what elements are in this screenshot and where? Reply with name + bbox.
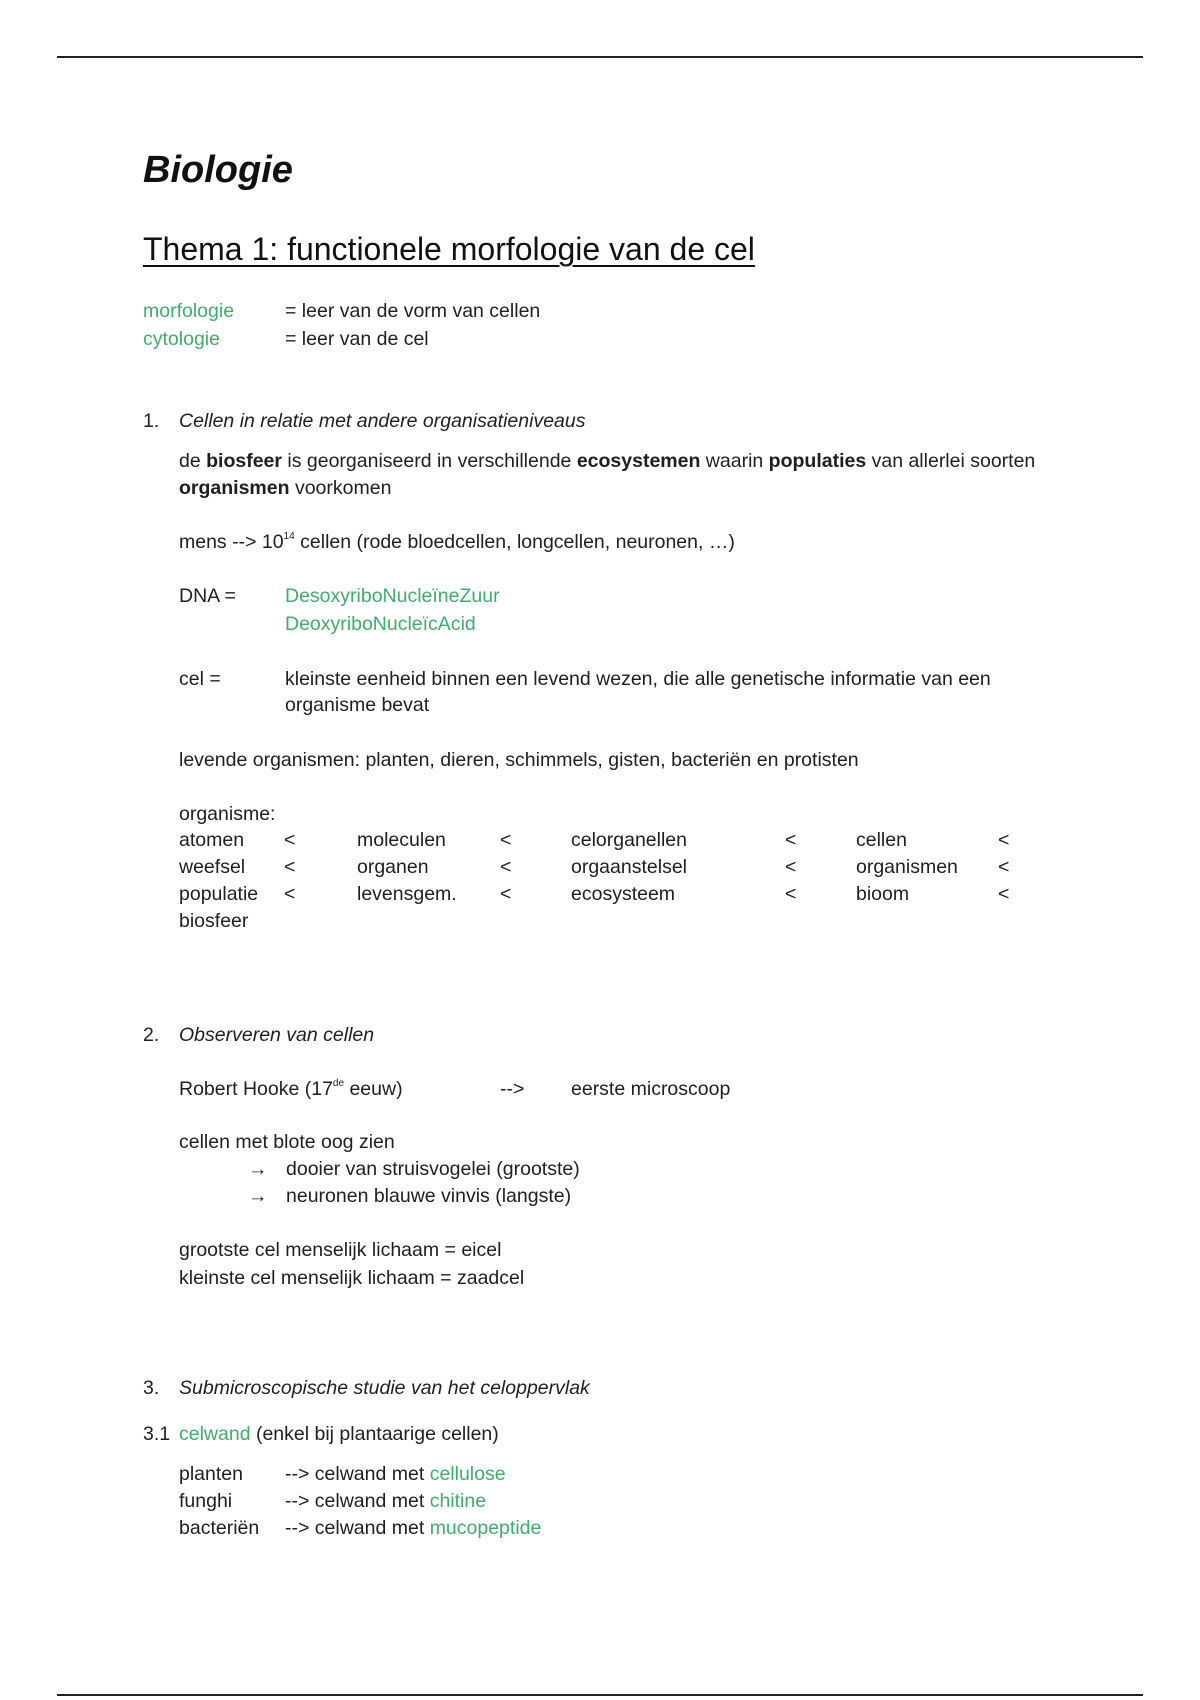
level-cell: celorganellen [571,829,688,851]
wall-material: chitine [429,1490,487,1512]
text-span: --> celwand met [285,1490,430,1512]
less-than-sign: < [785,883,797,905]
less-than-sign: < [284,856,296,878]
text-span: cellen (rode bloedcellen, longcellen, neuronen, …) [294,531,735,553]
wall-description [285,1461,506,1488]
level-cell: bioom [856,883,910,905]
mens-line [179,529,735,556]
list-item-text: dooier van struisvogelei (grootste) [286,1158,580,1180]
text-span: --> celwand met [285,1517,430,1539]
cel-definition-line-1: kleinste eenheid binnen een levend wezen, die alle genetische informatie van een [285,668,991,690]
levende-organismen: levende organismen: planten, dieren, schimmels, gisten, bacteriën en protisten [179,749,859,771]
dna-label: DNA = [179,585,236,607]
text-span: --> celwand met [285,1463,430,1485]
biosfeer-paragraph [179,448,1059,502]
text-span: de [179,450,207,472]
wall-description [285,1488,486,1515]
wall-material: mucopeptide [429,1517,542,1539]
text-span: is georganiseerd in verschillende [281,450,577,472]
level-cell: cellen [856,829,907,851]
hooke-arrow: --> [500,1078,525,1100]
less-than-sign: < [500,883,512,905]
level-cell: organen [357,856,429,878]
hooke-result: eerste microscoop [571,1078,731,1100]
superscript: 14 [283,530,295,542]
wall-description [285,1515,541,1542]
subsection-term: celwand [179,1423,251,1445]
arrow-icon: → [248,1185,268,1207]
section-1-heading [143,408,586,435]
section-2-heading [143,1022,374,1049]
bold-term: organismen [179,477,290,499]
section-number: 3. [143,1377,160,1399]
section-title: Submicroscopische studie van het celoppervlak [179,1377,590,1399]
section-3-heading [143,1375,590,1402]
less-than-sign: < [998,829,1010,851]
level-cell-biosfeer: biosfeer [179,910,249,932]
less-than-sign: < [998,883,1010,905]
text-span: van allerlei soorten [866,450,1036,472]
naked-eye-line: cellen met blote oog zien [179,1131,395,1153]
definition-cytologie: = leer van de cel [285,328,429,350]
wall-organism: funghi [179,1490,233,1512]
level-cell: populatie [179,883,259,905]
section-number: 1. [143,410,160,432]
level-cell: organismen [856,856,958,878]
subsection-rest: (enkel bij plantaarige cellen) [250,1423,499,1445]
level-cell: ecosysteem [571,883,676,905]
less-than-sign: < [998,856,1010,878]
page-title: Biologie [143,149,293,191]
bold-term: populaties [768,450,867,472]
text-span: eeuw) [344,1078,403,1100]
list-item [248,1183,571,1210]
list-item [248,1156,580,1183]
less-than-sign: < [284,829,296,851]
less-than-sign: < [284,883,296,905]
text-span: mens --> 10 [179,531,284,553]
level-cell: atomen [179,829,245,851]
less-than-sign: < [500,829,512,851]
level-cell: moleculen [357,829,446,851]
top-rule [57,56,1143,58]
smallest-cell-line: kleinste cel menselijk lichaam = zaadcel [179,1267,525,1289]
wall-material: cellulose [429,1463,506,1485]
less-than-sign: < [785,856,797,878]
list-item-text: neuronen blauwe vinvis (langste) [286,1185,572,1207]
subsection-3-1 [143,1421,499,1448]
superscript: de [332,1077,345,1089]
bold-term: ecosystemen [576,450,701,472]
less-than-sign: < [785,829,797,851]
less-than-sign: < [500,856,512,878]
term-cytologie: cytologie [143,328,220,350]
level-cell: weefsel [179,856,246,878]
cel-label: cel = [179,668,221,690]
organisme-label: organisme: [179,803,276,825]
dna-value-en: DeoxyriboNucleïcAcid [285,613,476,635]
largest-cell-line: grootste cel menselijk lichaam = eicel [179,1239,502,1261]
text-span: voorkomen [289,477,392,499]
text-span: waarin [700,450,769,472]
level-cell: levensgem. [357,883,457,905]
arrow-icon: → [248,1158,268,1180]
theme-heading: Thema 1: functionele morfologie van de cel [143,231,755,267]
hooke-line [179,1076,403,1103]
definition-morfologie: = leer van de vorm van cellen [285,300,541,322]
level-cell: orgaanstelsel [571,856,687,878]
wall-organism: planten [179,1463,243,1485]
term-morfologie: morfologie [143,300,235,322]
bottom-rule [57,1694,1143,1696]
text-span: Robert Hooke (17 [179,1078,333,1100]
section-number: 2. [143,1024,160,1046]
bold-term: biosfeer [206,450,282,472]
subsection-number: 3.1 [143,1423,171,1445]
cel-definition-line-2: organisme bevat [285,694,430,716]
section-title: Observeren van cellen [179,1024,375,1046]
wall-organism: bacteriën [179,1517,260,1539]
section-title: Cellen in relatie met andere organisatieniveaus [179,410,586,432]
dna-value-nl: DesoxyriboNucleïneZuur [285,585,500,607]
